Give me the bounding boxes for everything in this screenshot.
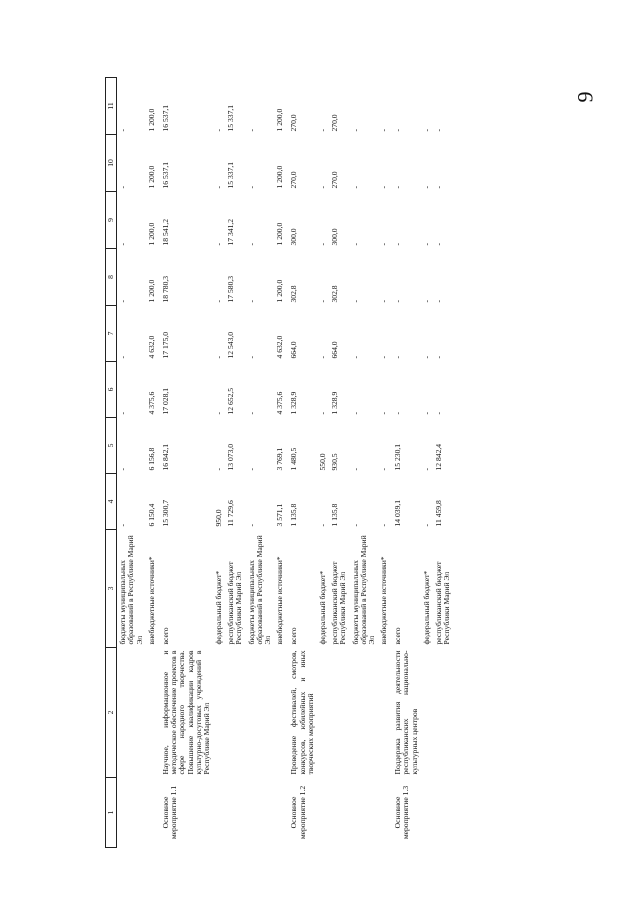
amount-cell: - <box>214 185 224 189</box>
amount-cell: - <box>393 242 403 246</box>
amount-cell: - <box>379 299 389 303</box>
measure-name-cell: Основное мероприятие 1.3 <box>393 785 411 840</box>
amount-cell: - <box>350 299 360 303</box>
table-row <box>213 78 225 848</box>
amount-cell: - <box>118 523 128 527</box>
amount-cell: 17 341,2 <box>226 218 236 246</box>
header-cell: 11 <box>106 78 117 135</box>
measure-name-cell <box>421 778 433 848</box>
amount-cell: 12 652,5 <box>226 387 236 415</box>
table-row <box>433 78 453 848</box>
measure-description-cell: Проведение фестивалей, смотров, конкурсов, юбилейных и иных творческих мероприятий <box>289 650 315 775</box>
measure-description-cell <box>433 648 453 778</box>
amount-cell: - <box>393 299 403 303</box>
amount-cell: - <box>421 411 431 415</box>
funding-source-cell: всего <box>160 627 170 645</box>
table-row <box>317 78 329 848</box>
measure-description-cell <box>225 648 245 778</box>
measure-name-cell <box>350 778 379 848</box>
amount-cell: 1 135,8 <box>289 503 299 527</box>
header-cell: 3 <box>106 530 117 648</box>
amount-cell: - <box>246 242 256 246</box>
amount-cell: 4 375,6 <box>146 391 156 415</box>
amount-cell: 15 300,7 <box>160 499 170 527</box>
table-row <box>246 78 275 848</box>
amount-cell: - <box>118 299 128 303</box>
measure-description-cell <box>350 648 379 778</box>
amount-cell: - <box>350 467 360 471</box>
amount-cell: - <box>434 411 443 415</box>
measure-name-cell <box>433 778 453 848</box>
amount-cell: - <box>317 355 327 359</box>
amount-cell: - <box>317 411 327 415</box>
amount-cell: - <box>214 299 224 303</box>
amount-cell: 16 537,1 <box>160 161 170 189</box>
funding-source-cell: бюджеты муниципальных образований в Республике Марий Эл <box>118 535 144 645</box>
amount-cell: - <box>118 467 128 471</box>
budget-table <box>105 77 453 848</box>
amount-cell: - <box>350 128 360 132</box>
amount-cell: - <box>246 467 256 471</box>
amount-cell: 1 200,0 <box>275 165 285 189</box>
amount-cell: - <box>379 242 389 246</box>
amount-cell: 300,0 <box>289 228 299 246</box>
funding-source-cell: внебюджетные источники* <box>146 556 156 645</box>
table-row <box>286 78 317 848</box>
amount-cell: 1 200,0 <box>146 222 156 246</box>
amount-cell: 15 230,1 <box>393 443 403 471</box>
amount-cell: - <box>246 128 256 132</box>
table-row <box>350 78 379 848</box>
amount-cell: - <box>379 185 389 189</box>
amount-cell: - <box>118 355 128 359</box>
amount-cell: - <box>246 411 256 415</box>
amount-cell: 664,0 <box>330 341 340 359</box>
amount-cell: - <box>214 128 224 132</box>
amount-cell: 1 200,0 <box>146 108 156 132</box>
amount-cell: - <box>393 355 403 359</box>
amount-cell: - <box>350 523 360 527</box>
header-cell: 7 <box>106 306 117 362</box>
amount-cell: 1 480,5 <box>289 447 299 471</box>
amount-cell: 1 200,0 <box>146 279 156 303</box>
measure-description-cell <box>317 648 329 778</box>
measure-name-cell <box>117 778 146 848</box>
amount-cell: 3 769,1 <box>275 447 285 471</box>
funding-source-cell: внебюджетные источники* <box>275 556 285 645</box>
funding-source-cell: федеральный бюджет* <box>317 570 327 645</box>
amount-cell: - <box>350 185 360 189</box>
measure-description-cell <box>246 648 275 778</box>
amount-cell: - <box>350 411 360 415</box>
amount-cell: - <box>434 299 443 303</box>
amount-cell: 4 632,0 <box>275 335 285 359</box>
amount-cell: 664,0 <box>289 341 299 359</box>
amount-cell: 16 842,1 <box>160 443 170 471</box>
funding-source-cell: всего <box>393 627 403 645</box>
amount-cell: 12 543,0 <box>226 331 236 359</box>
funding-source-cell: республиканский бюджет Республики Марий Эл <box>226 561 244 645</box>
measure-name-cell <box>246 778 275 848</box>
amount-cell: - <box>246 523 256 527</box>
amount-cell: 18 780,3 <box>160 275 170 303</box>
amount-cell: - <box>379 523 389 527</box>
amount-cell: 18 541,2 <box>160 218 170 246</box>
measure-name-cell <box>213 778 225 848</box>
amount-cell: 12 842,4 <box>434 443 443 471</box>
amount-cell: 1 200,0 <box>275 279 285 303</box>
amount-cell: 300,0 <box>330 228 340 246</box>
measure-name-cell: Основное мероприятие 1.1 <box>160 785 179 840</box>
amount-cell: - <box>246 185 256 189</box>
funding-source-cell: федеральный бюджет* <box>214 570 224 645</box>
amount-cell: - <box>393 411 403 415</box>
rotated-table-container <box>105 78 555 848</box>
table-row <box>146 78 158 848</box>
amount-cell: - <box>421 299 431 303</box>
amount-cell: - <box>393 128 403 132</box>
amount-cell: 4 375,6 <box>275 391 285 415</box>
amount-cell: 1 200,0 <box>275 222 285 246</box>
table-body <box>106 78 454 848</box>
amount-cell: - <box>421 355 431 359</box>
amount-cell: - <box>214 242 224 246</box>
header-cell: 5 <box>106 418 117 474</box>
amount-cell: - <box>317 128 327 132</box>
header-cell: 10 <box>106 135 117 192</box>
amount-cell: - <box>118 128 128 132</box>
funding-source-cell: республиканский бюджет Республики Марий Эл <box>330 561 348 645</box>
amount-cell: - <box>350 242 360 246</box>
measure-description-cell <box>421 648 433 778</box>
table-row <box>329 78 349 848</box>
amount-cell: 15 337,1 <box>226 161 236 189</box>
measure-description-cell <box>329 648 349 778</box>
amount-cell: - <box>379 411 389 415</box>
measure-name-cell <box>274 778 286 848</box>
table-row <box>274 78 286 848</box>
header-cell: 2 <box>106 648 117 778</box>
amount-cell: 17 580,3 <box>226 275 236 303</box>
table-header-row <box>106 78 117 848</box>
amount-cell: 16 537,1 <box>160 104 170 132</box>
amount-cell: - <box>317 242 327 246</box>
header-cell: 8 <box>106 249 117 306</box>
measure-description-cell <box>274 648 286 778</box>
amount-cell: 15 337,1 <box>226 104 236 132</box>
amount-cell: 270,0 <box>289 171 299 189</box>
measure-description-cell: Научное, информационное и методическое обеспечение проектов в сфере народного творчества. Повышение квалификации кадров культурно-досуговых учреждений в Республике Марий Эл <box>160 650 211 775</box>
measure-name-cell <box>225 778 245 848</box>
measure-description-cell <box>378 648 390 778</box>
measure-name-cell <box>378 778 390 848</box>
amount-cell: 1 200,0 <box>146 165 156 189</box>
amount-cell: - <box>393 185 403 189</box>
measure-description-cell <box>117 648 146 778</box>
amount-cell: - <box>317 299 327 303</box>
amount-cell: 6 150,4 <box>146 503 156 527</box>
funding-source-cell: внебюджетные источники* <box>379 556 389 645</box>
table-row <box>390 78 421 848</box>
amount-cell: - <box>246 355 256 359</box>
amount-cell: 950,0 <box>214 509 224 527</box>
amount-cell: - <box>421 185 431 189</box>
funding-source-cell: республиканский бюджет Республики Марий Эл <box>434 561 452 645</box>
measure-name-cell: Основное мероприятие 1.2 <box>289 785 307 840</box>
funding-source-cell: бюджеты муниципальных образований в Республике Марий Эл <box>246 535 272 645</box>
table-row <box>225 78 245 848</box>
amount-cell: 14 039,1 <box>393 499 403 527</box>
table-row <box>378 78 390 848</box>
amount-cell: - <box>118 242 128 246</box>
table-row <box>421 78 433 848</box>
amount-cell: - <box>214 411 224 415</box>
measure-description-cell <box>146 648 158 778</box>
table-row <box>117 78 146 848</box>
amount-cell: 1 135,8 <box>330 503 340 527</box>
amount-cell: - <box>317 523 327 527</box>
amount-cell: 1 200,0 <box>275 108 285 132</box>
amount-cell: 302,8 <box>330 285 340 303</box>
page-number: 9 <box>572 91 598 103</box>
amount-cell: - <box>118 185 128 189</box>
amount-cell: 550,0 <box>317 453 327 471</box>
amount-cell: 270,0 <box>330 114 340 132</box>
funding-source-cell: всего <box>289 627 299 645</box>
amount-cell: 270,0 <box>289 114 299 132</box>
amount-cell: - <box>434 242 443 246</box>
amount-cell: - <box>421 128 431 132</box>
amount-cell: - <box>434 128 443 132</box>
amount-cell: - <box>434 355 443 359</box>
header-cell: 4 <box>106 474 117 530</box>
measure-description-cell: Поддержка развития деятельности республиканских национально-культурных центров <box>393 650 419 775</box>
amount-cell: - <box>421 523 431 527</box>
amount-cell: 302,8 <box>289 285 299 303</box>
amount-cell: 17 175,0 <box>160 331 170 359</box>
amount-cell: 6 156,8 <box>146 447 156 471</box>
amount-cell: 270,0 <box>330 171 340 189</box>
amount-cell: 1 328,9 <box>289 391 299 415</box>
funding-source-cell: федеральный бюджет* <box>421 570 431 645</box>
measure-description-cell <box>213 648 225 778</box>
funding-source-cell: бюджеты муниципальных образований в Республике Марий Эл <box>350 535 376 645</box>
amount-cell: - <box>118 411 128 415</box>
amount-cell: 13 073,0 <box>226 443 236 471</box>
amount-cell: 11 459,8 <box>434 500 443 527</box>
amount-cell: - <box>214 355 224 359</box>
amount-cell: 3 571,1 <box>275 503 285 527</box>
amount-cell: - <box>379 467 389 471</box>
amount-cell: - <box>421 242 431 246</box>
amount-cell: - <box>317 185 327 189</box>
amount-cell: 17 028,1 <box>160 387 170 415</box>
header-cell: 6 <box>106 362 117 418</box>
amount-cell: - <box>421 467 431 471</box>
header-cell: 1 <box>106 778 117 848</box>
amount-cell: - <box>379 128 389 132</box>
amount-cell: 930,5 <box>330 453 340 471</box>
header-cell: 9 <box>106 192 117 249</box>
amount-cell: 4 632,0 <box>146 335 156 359</box>
amount-cell: - <box>379 355 389 359</box>
measure-name-cell <box>146 778 158 848</box>
measure-name-cell <box>317 778 329 848</box>
amount-cell: 11 729,6 <box>226 500 236 527</box>
table-row <box>158 78 213 848</box>
amount-cell: - <box>434 185 443 189</box>
amount-cell: - <box>350 355 360 359</box>
amount-cell: - <box>246 299 256 303</box>
amount-cell: 1 328,9 <box>330 391 340 415</box>
amount-cell: - <box>214 467 224 471</box>
measure-name-cell <box>329 778 349 848</box>
